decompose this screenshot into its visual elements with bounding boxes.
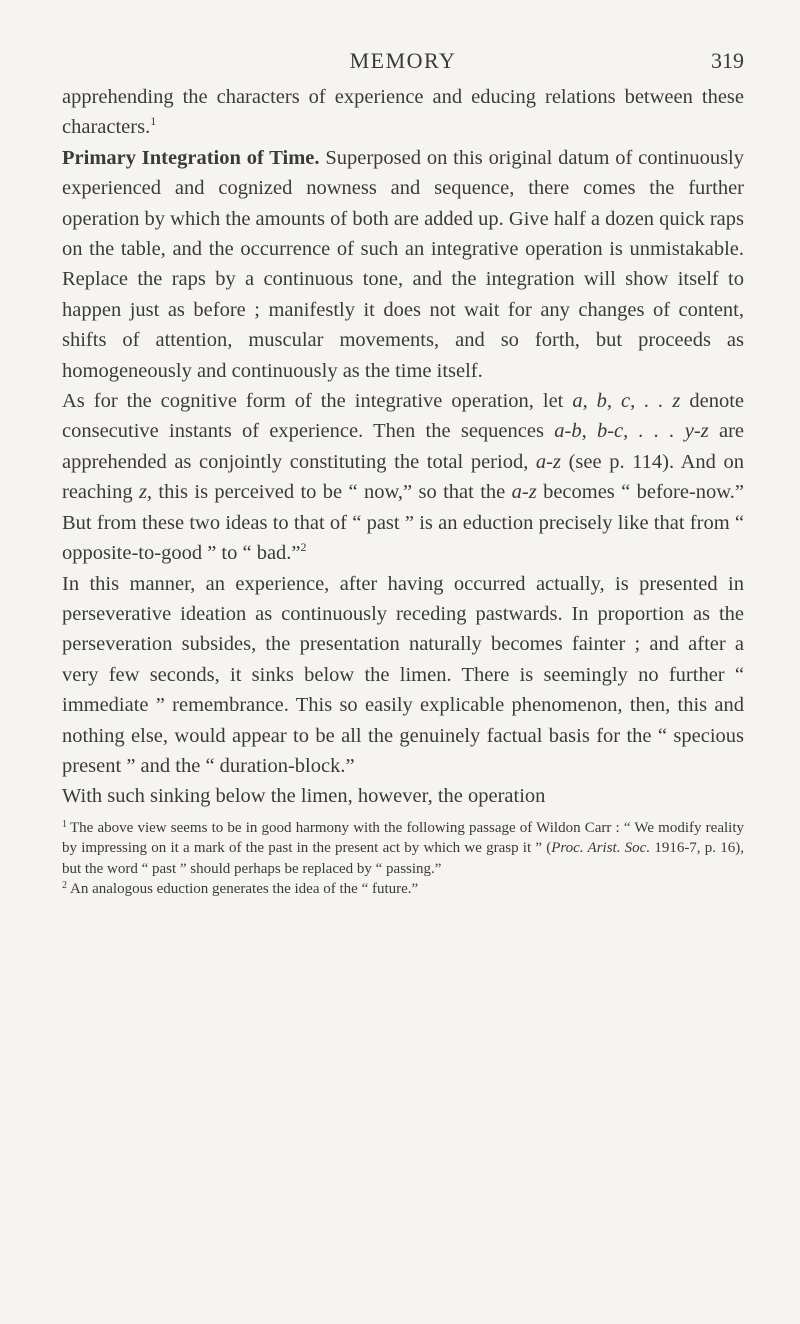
body-text xyxy=(62,82,744,812)
footnotes xyxy=(62,818,744,900)
footnote-text: The above view seems to be in good harmony with the following passage of Wildon Carr : “ We modify reality by impressing on it a mark of the past in the present act by which we grasp it ” ( xyxy=(62,819,744,857)
variable-italic: a-b, b-c, . . . y-z xyxy=(554,420,709,443)
paragraph xyxy=(62,781,744,811)
footnote xyxy=(62,879,744,900)
footnote-mark: 1 xyxy=(62,818,67,830)
text-run: As for the cognitive form of the integrative operation, let xyxy=(62,390,573,413)
paragraph xyxy=(62,569,744,782)
variable-italic: a, b, c, . . z xyxy=(572,390,681,413)
page-number: 319 xyxy=(711,48,744,73)
running-head xyxy=(62,36,744,76)
variable-italic: z, xyxy=(138,481,153,504)
variable-italic: a-z xyxy=(511,481,537,504)
paragraph xyxy=(62,82,744,143)
text-run: are apprehended as conjointly constituting the total period, xyxy=(62,420,744,473)
section-runin-heading: Primary Integration of Time. xyxy=(62,146,320,169)
footnote-text: 1916-7, p. 16), but the word “ past ” should perhaps be replaced by “ passing.” xyxy=(62,840,744,877)
footnote-text: An analogous eduction generates the idea of the “ future.” xyxy=(70,881,419,898)
footnote-mark: 2 xyxy=(62,880,67,892)
text-run: becomes “ before-now.” But from these two ideas to that of “ past ” is an eduction precisely like that from “ opposite-to-good ” to “ bad.” xyxy=(62,481,744,565)
paragraph xyxy=(62,386,744,568)
citation-italic: Proc. Arist. Soc. xyxy=(551,840,651,857)
paragraph-text: Superposed on this original datum of continuously experienced and cognized nowness and sequence, there comes the further operation by which the amounts of both are added up. Give half a dozen quick raps on the table, and the occurrence of such an integrative operation is unmistakable. Replace the raps by a continuous tone, and the integration will show itself to happen just as before ; manifestly it does not wait for any changes of content, shifts of attention, muscular movements, and so forth, but proceeds as homogeneously and continuously as the time itself. xyxy=(62,146,745,382)
paragraph-text: With such sinking below the limen, however, the operation xyxy=(62,785,546,808)
variable-italic: a-z xyxy=(535,450,561,473)
footnote-ref: 1 xyxy=(150,114,157,129)
text-run: denote consecutive instants of experience. Then the sequences xyxy=(62,390,745,443)
page-title: MEMORY xyxy=(349,48,457,73)
text-run: (see p. 114). And on reaching xyxy=(62,450,744,504)
paragraph-text: In this manner, an experience, after having occurred actually, is presented in perseverative ideation as continuously receding pastwards. In proportion as the perseveration subsides, the presentation naturally becomes fainter ; and after a very few seconds, it sinks below the limen. There is seemingly no further “ immediate ” remembrance. This so easily explicable phenomenon, then, this and nothing else, would appear to be all the genuinely factual basis for the “ specious present ” and the “ duration-block.” xyxy=(62,572,744,777)
footnote xyxy=(62,818,744,880)
paragraph-text: apprehending the characters of experience and educing relations between these characters. xyxy=(62,86,744,139)
text-run: this is perceived to be “ now,” so that the xyxy=(152,481,512,504)
footnote-ref: 2 xyxy=(300,540,307,555)
paragraph xyxy=(62,143,744,386)
book-page xyxy=(62,36,744,900)
